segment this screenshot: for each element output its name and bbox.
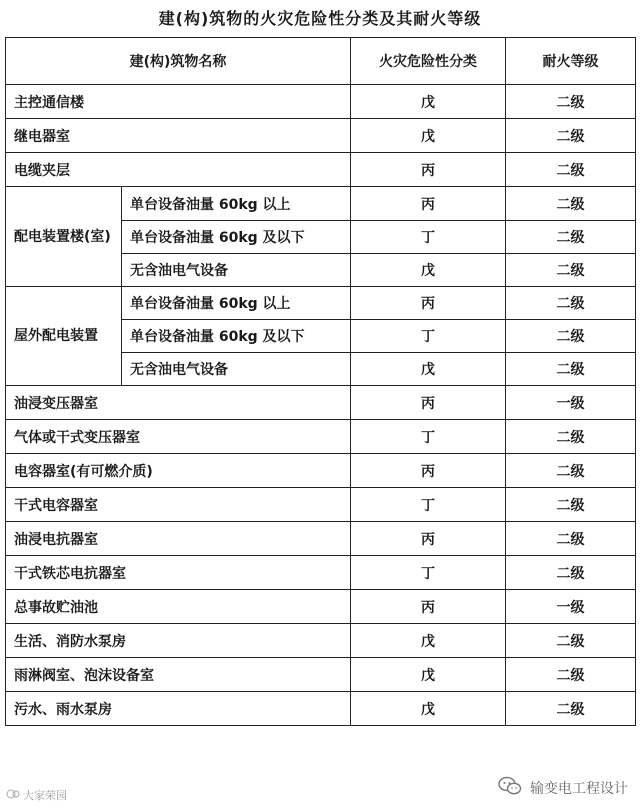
table-row — [6, 522, 636, 556]
table-row — [6, 187, 636, 221]
table-row — [6, 420, 636, 454]
table-row — [6, 386, 636, 420]
row-name: 干式电容器室 — [6, 488, 351, 522]
page-title: 建(构)筑物的火灾危险性分类及其耐火等级 — [158, 9, 482, 28]
row-category: 丁 — [351, 320, 506, 353]
row-category: 戊 — [351, 85, 506, 119]
row-grade: 二级 — [506, 488, 636, 522]
row-name: 总事故贮油池 — [6, 590, 351, 624]
row-grade: 二级 — [506, 658, 636, 692]
table-row — [6, 488, 636, 522]
row-name: 气体或干式变压器室 — [6, 420, 351, 454]
row-category: 丙 — [351, 187, 506, 221]
sub-row-name: 单台设备油量 60kg 以上 — [122, 287, 351, 320]
row-category: 戊 — [351, 353, 506, 386]
row-name: 电容器室(有可燃介质) — [6, 454, 351, 488]
footer — [0, 770, 640, 810]
row-category: 戊 — [351, 119, 506, 153]
row-category: 丁 — [351, 221, 506, 254]
row-grade: 二级 — [506, 287, 636, 320]
wechat-icon — [498, 776, 522, 800]
header-name: 建(构)筑物名称 — [6, 38, 351, 85]
row-name: 油浸变压器室 — [6, 386, 351, 420]
row-category: 丙 — [351, 590, 506, 624]
table-row — [6, 85, 636, 119]
row-category: 丙 — [351, 454, 506, 488]
row-name: 生活、消防水泵房 — [6, 624, 351, 658]
row-grade: 二级 — [506, 353, 636, 386]
row-grade: 二级 — [506, 85, 636, 119]
row-category: 丙 — [351, 386, 506, 420]
row-category: 丙 — [351, 522, 506, 556]
row-grade: 二级 — [506, 320, 636, 353]
row-name: 继电器室 — [6, 119, 351, 153]
row-name: 油浸电抗器室 — [6, 522, 351, 556]
fire-classification-table — [5, 37, 636, 726]
watermark-right — [498, 776, 628, 800]
sub-row-name: 单台设备油量 60kg 及以下 — [122, 320, 351, 353]
table-row — [6, 590, 636, 624]
row-grade: 二级 — [506, 119, 636, 153]
watermark-right-text: 输变电工程设计 — [530, 781, 628, 797]
row-grade: 二级 — [506, 420, 636, 454]
table-row — [6, 454, 636, 488]
row-category: 戊 — [351, 692, 506, 726]
row-grade: 二级 — [506, 624, 636, 658]
group-label: 配电装置楼(室) — [6, 187, 122, 287]
small-logo-icon — [6, 788, 20, 803]
row-name: 污水、雨水泵房 — [6, 692, 351, 726]
group-label: 屋外配电装置 — [6, 287, 122, 386]
table-row — [6, 556, 636, 590]
row-grade: 二级 — [506, 221, 636, 254]
sub-row-name: 单台设备油量 60kg 以上 — [122, 187, 351, 221]
table-row — [6, 153, 636, 187]
row-grade: 二级 — [506, 187, 636, 221]
row-name: 电缆夹层 — [6, 153, 351, 187]
row-name: 雨淋阀室、泡沫设备室 — [6, 658, 351, 692]
row-grade: 一级 — [506, 386, 636, 420]
table-header-row — [6, 38, 636, 85]
row-grade: 二级 — [506, 153, 636, 187]
row-category: 丁 — [351, 420, 506, 454]
row-grade: 二级 — [506, 254, 636, 287]
watermark-left-text: 大家荣园 — [23, 789, 67, 802]
sub-row-name: 单台设备油量 60kg 及以下 — [122, 221, 351, 254]
table-row — [6, 624, 636, 658]
header-category: 火灾危险性分类 — [351, 38, 506, 85]
row-category: 戊 — [351, 254, 506, 287]
row-grade: 二级 — [506, 692, 636, 726]
sub-row-name: 无含油电气设备 — [122, 353, 351, 386]
row-category: 丙 — [351, 287, 506, 320]
watermark-left — [6, 787, 67, 803]
row-category: 丁 — [351, 556, 506, 590]
row-name: 主控通信楼 — [6, 85, 351, 119]
row-grade: 一级 — [506, 590, 636, 624]
row-category: 丁 — [351, 488, 506, 522]
header-grade: 耐火等级 — [506, 38, 636, 85]
table-row — [6, 658, 636, 692]
row-grade: 二级 — [506, 522, 636, 556]
table-row — [6, 692, 636, 726]
row-grade: 二级 — [506, 454, 636, 488]
row-category: 戊 — [351, 624, 506, 658]
row-name: 干式铁芯电抗器室 — [6, 556, 351, 590]
table-row — [6, 287, 636, 320]
table-row — [6, 119, 636, 153]
row-category: 戊 — [351, 658, 506, 692]
row-category: 丙 — [351, 153, 506, 187]
row-grade: 二级 — [506, 556, 636, 590]
sub-row-name: 无含油电气设备 — [122, 254, 351, 287]
